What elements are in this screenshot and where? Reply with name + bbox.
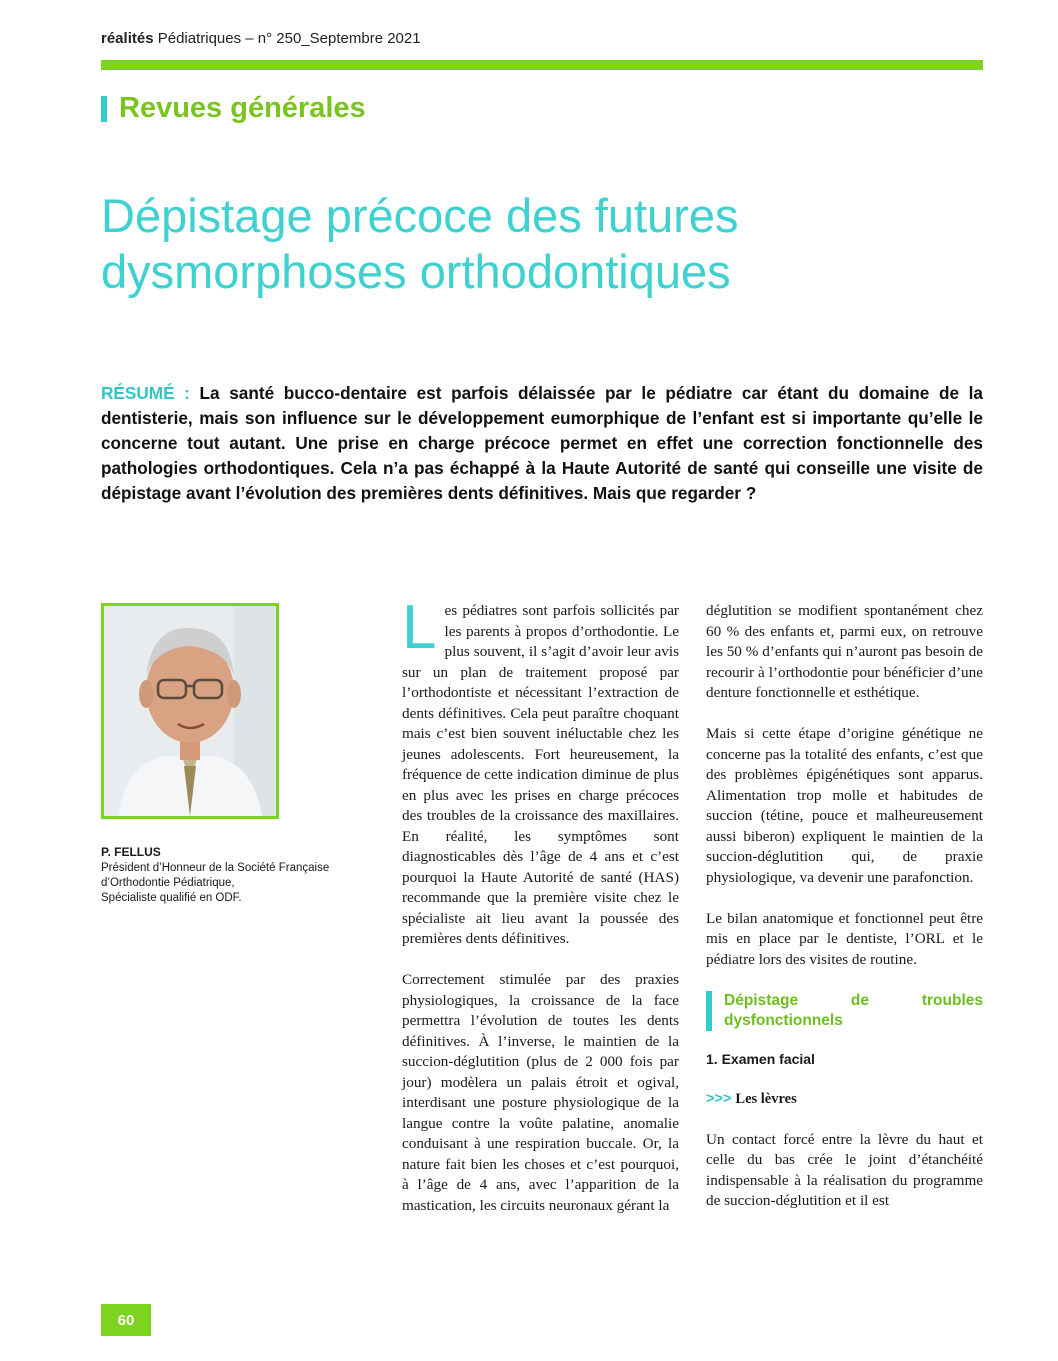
heading-level-4 <box>706 1089 983 1110</box>
subsection-title: Dépistage de troubles dysfonctionnels <box>724 991 983 1029</box>
heading-level-3: 1. Examen facial <box>706 1050 815 1067</box>
author-line-1: Président d’Honneur de la Société Française <box>101 862 330 874</box>
author-line-2: d’Orthodontie Pédiatrique, <box>101 877 235 889</box>
subsection-marker <box>706 991 712 1031</box>
author-name: P. FELLUS <box>101 845 161 859</box>
body-column-2 <box>706 601 983 1232</box>
section-heading <box>101 92 366 125</box>
abstract <box>101 381 983 506</box>
title-line-1: Dépistage précoce des futures <box>101 189 739 242</box>
journal-name: réalités <box>101 30 154 47</box>
section-marker <box>101 96 107 122</box>
paragraph-text: es pédiatres sont parfois sollicités par les parents à propos d’orthodontie. Le plus souvent, il s’agit d’avoir leur avis sur un plan de traitement proposé par l’orthodontiste et nécessitant l’extraction de dents définitives. Cela peut paraître choquant mais c’est bien souvent inéluctable chez les jeunes adolescents. Fort heureusement, la fréquence de cette indication diminue de plus en plus avec les prises en charge précoces des troubles de la croissance des maxillaires. En réalité, les symptômes sont diagnosticables dès l’âge de 4 ans et c’est pourquoi la Haute Autorité de santé (HAS) recommande que la première visite chez le spécialiste ait lieu avant la poussée des premières dents définitives. <box>402 602 679 947</box>
paragraph: Mais si cette étape d’origine génétique ne concerne pas la totalité des enfants, c’est que des problèmes épigénétiques sont apparus. Alimentation trop molle et habitudes de succion (tétine, pouce et malheureusement aussi biberon) expliquent le maintien de la succion-déglutition qui, de praxie physiologique, va devenir une parafonction. <box>706 725 983 886</box>
title-line-2: dysmorphoses orthodontiques <box>101 245 731 298</box>
paragraph: Le bilan anatomique et fonctionnel peut être mis en place par le dentiste, l’ORL et le pédiatre lors des visites de routine. <box>706 909 983 968</box>
author-photo <box>101 603 279 819</box>
paragraph: Correctement stimulée par des praxies physiologiques, la croissance de la face permettra l’évolution de toutes les dents définitives. À l’inverse, le maintien de la succion-déglutition (plus de 2 000 fois par jour) modèlera un palais étroit et ogival, interdisant une posture physiologique de la langue contre la voûte palatine, anomalie conduisant à une respiration buccale. Or, la nature fait bien les choses et c’est pourquoi, à l’âge de 4 ans, avec l’apparition de la mastication, les circuits neuronaux gérant la <box>402 971 679 1214</box>
author-line-3: Spécialiste qualifié en ODF. <box>101 892 242 904</box>
section-label: Revues générales <box>119 92 366 124</box>
paragraph <box>402 593 679 950</box>
page-number: 60 <box>101 1304 151 1336</box>
portrait-illustration <box>104 606 276 816</box>
drop-cap: L <box>402 593 437 662</box>
subsection-heading <box>706 991 983 1031</box>
body-column-1 <box>402 593 679 1237</box>
running-header <box>101 30 421 47</box>
abstract-text: La santé bucco-dentaire est parfois délaissée par le pédiatre car étant du domaine de la dentisterie, mais son influence sur le développement eumorphique de l’enfant est si importante qu’elle le concerne tout autant. Une prise en charge précoce permet en effet une correction fonctionnelle des pathologies orthodontiques. Cela n’a pas échappé à la Haute Autorité de santé qui conseille une visite de dépistage avant l’évolution des premières dents définitives. Mais que regarder ? <box>101 383 983 503</box>
arrows-icon: >>> <box>706 1091 732 1107</box>
paragraph: Un contact forcé entre la lèvre du haut et celle du bas crée le joint d’étanchéité indispensable à la réalisation du programme de succion-déglutition et il est <box>706 1130 983 1209</box>
heading-text: Les lèvres <box>735 1091 797 1107</box>
issue-info: Pédiatriques – n° 250_Septembre 2021 <box>157 30 421 47</box>
author-affiliation <box>101 861 361 906</box>
paragraph: déglutition se modifient spontanément chez 60 % des enfants et, parmi eux, on retrouve les 50 % d’enfants qui n’auront pas besoin de recourir à l’orthodontie pour bénéficier d’une denture fonctionnelle et esthétique. <box>706 602 983 701</box>
article-title <box>101 188 981 300</box>
header-rule <box>101 60 983 70</box>
abstract-keyword: RÉSUMÉ : <box>101 383 190 403</box>
